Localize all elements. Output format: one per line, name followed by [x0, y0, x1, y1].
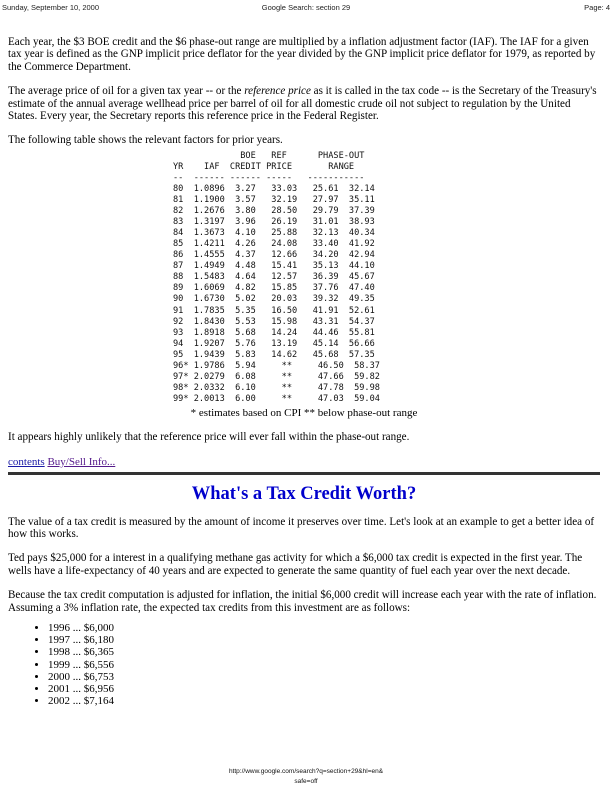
- section-divider: [8, 472, 600, 475]
- table-row: 95 1.9439 5.83 14.62 45.68 57.35: [173, 349, 375, 360]
- nav-links: [8, 456, 600, 468]
- table-row: 82 1.2676 3.80 28.50 29.79 37.39: [173, 206, 375, 217]
- unlikely-paragraph: It appears highly unlikely that the reference price will ever fall within the phase-out range.: [8, 431, 410, 444]
- print-footer: [0, 767, 612, 787]
- table-row: 98* 2.0332 6.10 ** 47.78 59.98: [173, 382, 380, 393]
- print-header: [0, 0, 612, 14]
- table-row: 91 1.7835 5.35 16.50 41.91 52.61: [173, 305, 375, 316]
- print-url-line2: safe=off: [294, 778, 318, 785]
- table-intro-paragraph: The following table shows the relevant factors for prior years.: [8, 134, 283, 147]
- table-row: 87 1.4949 4.48 15.41 35.13 44.10: [173, 261, 375, 272]
- table-footnote: * estimates based on CPI ** below phase-out range: [190, 406, 418, 419]
- reference-price-term: reference price: [244, 85, 311, 98]
- section-title: What's a Tax Credit Worth?: [191, 484, 417, 505]
- table-header-line: BOE REF PHASE-OUT: [240, 150, 365, 161]
- table-row: 89 1.6069 4.82 15.85 37.76 47.40: [173, 283, 375, 294]
- list-item: • 2002 ... $7,164: [48, 695, 600, 707]
- table-header-rule: -- ------ ------ ----- -----------: [173, 172, 365, 183]
- factor-table-wrap: [8, 151, 600, 405]
- print-title: Google Search: section 29: [261, 3, 351, 12]
- expected-credits-list: [8, 622, 600, 707]
- ref-price-text-before: The average price of oil for a given tax year -- or the: [8, 85, 245, 98]
- table-row: 81 1.1900 3.57 32.19 27.97 35.11: [173, 195, 375, 206]
- factor-table: [173, 151, 600, 405]
- table-row: 94 1.9207 5.76 13.19 45.14 56.66: [173, 338, 375, 349]
- table-row: 88 1.5483 4.64 12.57 36.39 45.67: [173, 272, 375, 283]
- table-row: 80 1.0896 3.27 33.03 25.61 32.14: [173, 183, 375, 194]
- print-page-number: Page: 4: [584, 3, 610, 12]
- table-header-line: YR IAF CREDIT PRICE RANGE: [173, 161, 355, 172]
- table-row: 90 1.6730 5.02 20.03 39.32 49.35: [173, 294, 375, 305]
- list-item: • 1998 ... $6,365: [48, 646, 600, 658]
- list-item: • 1999 ... $6,556: [48, 659, 600, 671]
- table-row: 96* 1.9786 5.94 ** 46.50 58.37: [173, 360, 380, 371]
- table-row: 99* 2.0013 6.00 ** 47.03 59.04: [173, 393, 380, 404]
- list-item: • 1996 ... $6,000: [48, 622, 600, 634]
- inflation-paragraph: Because the tax credit computation is adjusted for inflation, the initial $6,000 credit will increase each year with the rate of inflation. Assuming a 3% inflation rate, the expected tax credits from this investment are as follows:: [8, 589, 597, 614]
- table-row: 83 1.3197 3.96 26.19 31.01 38.93: [173, 217, 375, 228]
- table-row: 92 1.8430 5.53 15.98 43.31 54.37: [173, 316, 375, 327]
- contents-link[interactable]: contents: [8, 455, 45, 468]
- table-row: 97* 2.0279 6.08 ** 47.66 59.82: [173, 371, 380, 382]
- ted-example-paragraph: Ted pays $25,000 for a interest in a qualifying methane gas activity for which a $6,000 tax credit is expected in the first year. The wells have a life-expectancy of 40 years and are expected to generate the same quantity of fuel each year over the next decade.: [8, 552, 583, 577]
- list-item: • 1997 ... $6,180: [48, 634, 600, 646]
- table-row: 84 1.3673 4.10 25.88 32.13 40.34: [173, 228, 375, 239]
- page-content: [8, 36, 600, 707]
- list-item: • 2000 ... $6,753: [48, 671, 600, 683]
- table-row: 93 1.8918 5.68 14.24 44.46 55.81: [173, 327, 375, 338]
- value-intro-paragraph: The value of a tax credit is measured by the amount of income it preserves over time. Let's look at an example to get a better idea of how this works.: [8, 515, 595, 540]
- list-item: • 2001 ... $6,956: [48, 683, 600, 695]
- iaf-paragraph: Each year, the $3 BOE credit and the $6 phase-out range are multiplied by a inflation adjustment factor (IAF). The IAF for a given tax year is defined as the GNP implicit price deflator for the year divided by the GNP implicit price deflator for 1979, as reported by the Commerce Department.: [8, 36, 596, 73]
- table-row: 86 1.4555 4.37 12.66 34.20 42.94: [173, 250, 375, 261]
- table-row: 85 1.4211 4.26 24.08 33.40 41.92: [173, 239, 375, 250]
- ref-price-text-after: as it is called in the tax code -- is the Secretary of the Treasury's estimate of the annual average wellhead price per barrel of oil for all domestic crude oil not subject to regulation by the United States. Every year, the Secretary reports this reference price in the Federal Register.: [8, 85, 597, 123]
- reference-price-paragraph: [8, 85, 600, 122]
- print-url-line1: http://www.google.com/search?q=section+29&hl=en&: [228, 768, 384, 775]
- buy-sell-info-link[interactable]: Buy/Sell Info...: [47, 455, 116, 468]
- print-date: Sunday, September 10, 2000: [2, 3, 100, 12]
